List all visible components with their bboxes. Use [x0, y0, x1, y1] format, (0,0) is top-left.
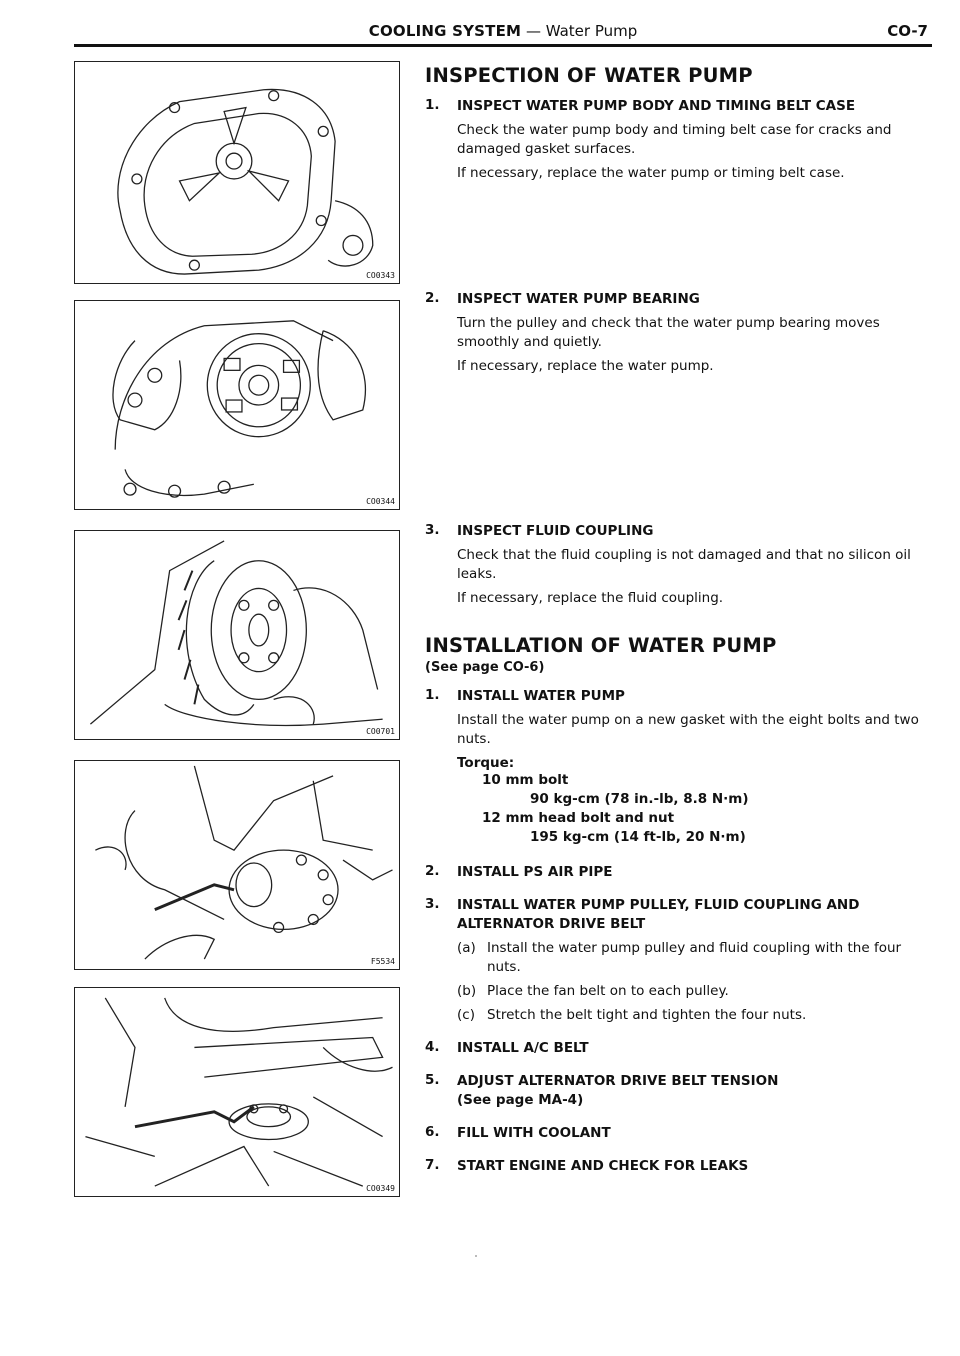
install-step-6	[425, 1124, 935, 1143]
page-header	[74, 20, 932, 46]
step-title: INSTALL A/C BELT	[457, 1040, 589, 1056]
inspect-step-2-block	[425, 290, 935, 376]
step-title: INSPECT FLUID COUPLING	[457, 523, 654, 539]
sub-step-label: (a)	[457, 940, 476, 956]
header-rule	[74, 44, 932, 47]
step-title: INSPECT WATER PUMP BODY AND TIMING BELT CASE	[457, 98, 856, 114]
figure-fluid-coupling	[74, 530, 400, 740]
step-paragraph: If necessary, replace the water pump.	[457, 358, 714, 374]
inspect-step-2	[425, 290, 935, 376]
step-number: 7.	[425, 1157, 440, 1173]
step-title: INSPECT WATER PUMP BEARING	[457, 291, 700, 307]
inspect-step-1	[425, 97, 935, 183]
step-paragraph: Check that the fluid coupling is not damaged and that no silicon oil leaks.	[457, 547, 911, 582]
water-pump-body-illustration	[75, 62, 399, 283]
step-paragraph: Turn the pulley and check that the water pump bearing moves smoothly and quietly.	[457, 315, 880, 350]
install-step-4	[425, 1039, 935, 1058]
install-pump-illustration	[75, 761, 399, 969]
sub-step-a	[457, 939, 935, 977]
sub-step-label: (c)	[457, 1007, 475, 1023]
sub-step-text: Place the fan belt on to each pulley.	[487, 983, 729, 999]
sub-step-c	[457, 1006, 935, 1025]
step-number: 2.	[425, 863, 440, 879]
step-paragraph: If necessary, replace the fluid coupling.	[457, 590, 724, 606]
step-title: FILL WITH COOLANT	[457, 1125, 611, 1141]
header-title	[74, 22, 932, 40]
figure-water-pump-body	[74, 61, 400, 284]
step-number: 2.	[425, 290, 440, 306]
step-paragraph: If necessary, replace the water pump or timing belt case.	[457, 165, 845, 181]
header-subsection: — Water Pump	[521, 22, 638, 40]
torque-item-name: 12 mm head bolt and nut	[482, 810, 675, 826]
see-page-reference: (See page CO-6)	[425, 660, 545, 675]
step-number: 1.	[425, 97, 440, 113]
figure-code: CO0343	[366, 271, 395, 280]
figure-code: CO0349	[366, 1184, 395, 1193]
inspection-section	[425, 64, 935, 183]
figure-install-pump	[74, 760, 400, 970]
see-page-reference: (See page MA-4)	[457, 1092, 584, 1108]
step-number: 3.	[425, 896, 440, 912]
figure-code: CO0701	[366, 727, 395, 736]
installation-section	[425, 634, 935, 1176]
figure-fan-belt	[74, 987, 400, 1197]
sub-step-text: Stretch the belt tight and tighten the four nuts.	[487, 1007, 807, 1023]
section-heading: INSPECTION OF WATER PUMP	[425, 64, 753, 87]
figure-code: CO0344	[366, 497, 395, 506]
header-section: COOLING SYSTEM	[368, 22, 522, 40]
figure-code: F5534	[370, 957, 395, 966]
step-title: ADJUST ALTERNATOR DRIVE BELT TENSION	[457, 1073, 779, 1089]
section-heading: INSTALLATION OF WATER PUMP	[425, 634, 777, 657]
step-number: 5.	[425, 1072, 440, 1088]
figure-bearing-check	[74, 300, 400, 510]
bearing-check-illustration	[75, 301, 399, 509]
inspect-step-3	[425, 522, 935, 608]
page-number: CO-7	[887, 22, 928, 40]
install-step-3	[425, 896, 935, 1025]
step-title: INSTALL WATER PUMP	[457, 688, 625, 704]
torque-item-name: 10 mm bolt	[482, 772, 569, 788]
step-number: 3.	[425, 522, 440, 538]
install-step-7	[425, 1157, 935, 1176]
install-step-1	[425, 687, 935, 847]
step-title: INSTALL PS AIR PIPE	[457, 864, 613, 880]
sub-step-text: Install the water pump pulley and fluid coupling with the four nuts.	[487, 940, 902, 975]
sub-step-label: (b)	[457, 983, 477, 999]
step-title: INSTALL WATER PUMP PULLEY, FLUID COUPLING AND ALTERNATOR DRIVE BELT	[457, 897, 860, 932]
step-number: 4.	[425, 1039, 440, 1055]
torque-item-value: 90 kg-cm (78 in.-lb, 8.8 N·m)	[530, 791, 749, 807]
install-step-2	[425, 863, 935, 882]
sub-step-b	[457, 982, 935, 1001]
step-title: START ENGINE AND CHECK FOR LEAKS	[457, 1158, 749, 1174]
step-paragraph: Check the water pump body and timing belt case for cracks and damaged gasket surfaces.	[457, 122, 892, 157]
install-step-5	[425, 1072, 935, 1110]
torque-item-value: 195 kg-cm (14 ft-lb, 20 N·m)	[530, 829, 746, 845]
torque-label: Torque:	[457, 755, 515, 771]
inspect-step-3-block	[425, 522, 935, 608]
step-number: 1.	[425, 687, 440, 703]
step-number: 6.	[425, 1124, 440, 1140]
fluid-coupling-illustration	[75, 531, 399, 739]
step-paragraph: Install the water pump on a new gasket with the eight bolts and two nuts.	[457, 712, 919, 747]
fan-belt-illustration	[75, 988, 399, 1196]
page-mark	[475, 1255, 477, 1257]
